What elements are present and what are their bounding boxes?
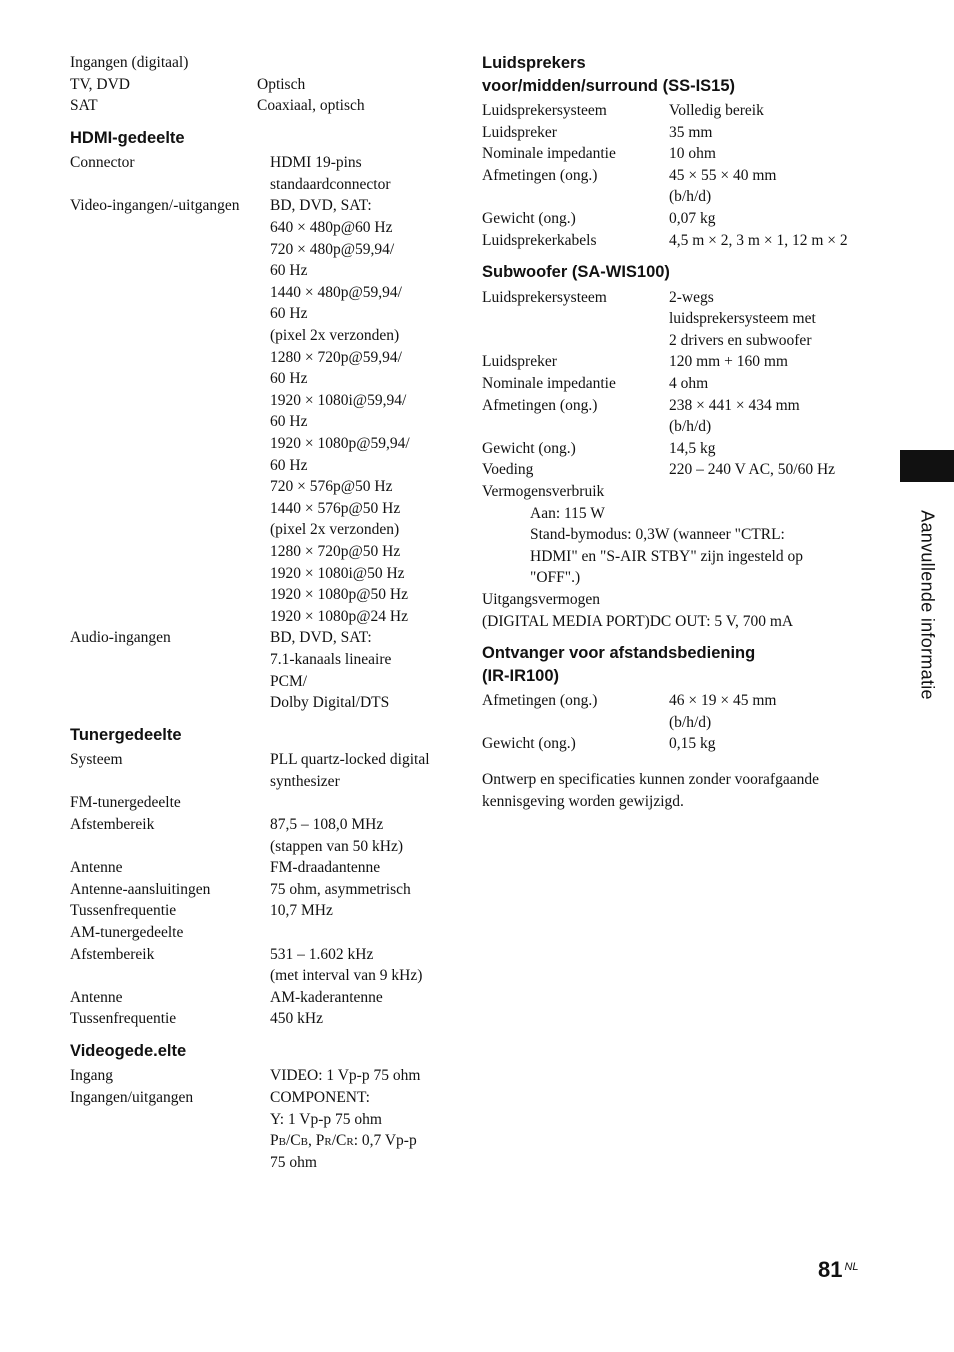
spec-label: Audio-ingangen [70,629,171,647]
spec-value: 1280 × 720p@50 Hz [270,542,401,560]
spec-row [70,455,450,477]
spec-value: 1440 × 480p@59,94/ [270,283,402,301]
spec-row [70,95,450,117]
spec-value: (pixel 2x verzonden) [270,521,400,539]
digital-inputs-block [70,52,450,117]
spec-value: Coaxiaal, optisch [257,97,365,115]
spec-value: HDMI 19-pins [270,154,362,172]
text-line: "OFF".) [530,569,581,587]
spec-value: BD, DVD, SAT: [270,629,372,647]
spec-label: Afstembereik [70,816,155,833]
spec-row [70,260,450,282]
spec-row [482,733,872,755]
spec-value: (met interval van 9 kHz) [270,967,423,985]
section-tab-label: Aanvullende informatie [917,510,938,700]
spec-value: (b/h/d) [669,713,712,731]
speakers-heading [482,52,872,97]
spec-value: Optisch [257,75,306,93]
spec-row [70,74,450,96]
spec-value: 60 Hz [270,456,308,474]
spec-row [70,749,450,771]
spec-row [70,879,450,901]
spec-value: 0,07 kg [669,209,716,227]
spec-value: 7.1-kanaals lineaire [270,650,392,668]
spec-value: 1920 × 1080p@50 Hz [270,586,408,604]
spec-label: Luidspreker [482,353,557,371]
spec-label: Afmetingen (ong.) [482,396,598,414]
spec-value: 10 ohm [669,145,716,163]
spec-label: Ingang [70,1067,114,1085]
spec-value: 640 × 480p@60 Hz [270,219,393,237]
spec-row [70,217,450,239]
spec-value: Y: 1 Vp-p 75 ohm [270,1110,382,1128]
spec-row [70,692,450,714]
speakers-heading-line-2: voor/midden/surround (SS-IS15) [482,76,736,95]
spec-label: Nominale impedantie [482,145,616,163]
spec-value: 2 drivers en subwoofer [669,331,812,349]
spec-row [70,627,450,649]
text-line: Uitgangsvermogen [482,590,600,608]
spec-row [70,771,450,793]
spec-value: 4 ohm [669,375,709,393]
spec-value: 220 – 240 V AC, 50/60 Hz [669,461,836,479]
spec-label: Gewicht (ong.) [482,735,576,753]
spec-label: Connector [70,154,135,172]
spec-row [70,1109,450,1131]
spec-value: Dolby Digital/DTS [270,694,390,712]
spec-label: Video-ingangen/-uitgangen [70,197,240,215]
spec-value: Volledig bereik [669,102,764,119]
spec-row [482,287,872,309]
spec-row [70,563,450,585]
spec-value: FM-draadantenne [270,859,381,877]
spec-value: PB/CB, PR/CR: 0,7 Vp-p [270,1132,417,1150]
text-line: (DIGITAL MEDIA PORT)DC OUT: 5 V, 700 mA [482,612,794,630]
right-column [482,52,872,813]
spec-value: 60 Hz [270,413,308,431]
spec-row [482,690,872,712]
spec-row [70,1065,450,1087]
spec-value: AM-kaderantenne [270,988,383,1006]
spec-value: (stappen van 50 kHz) [270,837,403,855]
spec-row [70,239,450,261]
page-language-suffix: NL [844,1261,859,1273]
spec-label: Voeding [482,461,534,479]
spec-label: Nominale impedantie [482,375,616,393]
spec-row [70,965,450,987]
spec-value: standaardconnector [270,175,391,193]
spec-label: Luidsprekerkabels [482,231,597,249]
spec-row [482,143,872,165]
spec-label: Afmetingen (ong.) [482,692,598,710]
tuner-spec-list [70,749,450,1030]
spec-value: (pixel 2x verzonden) [270,327,400,345]
spec-value: 60 Hz [270,305,308,323]
video-heading: Videogede.elte [70,1041,187,1060]
spec-label: Luidsprekersysteem [482,102,607,119]
spec-value: 2-wegs [669,288,714,306]
page-number [818,1257,859,1283]
spec-value: 75 ohm, asymmetrisch [270,880,411,898]
spec-value: 60 Hz [270,262,308,280]
spec-row [70,368,450,390]
spec-value: BD, DVD, SAT: [270,197,372,215]
spec-value: 720 × 576p@50 Hz [270,478,393,496]
spec-value: VIDEO: 1 Vp-p 75 ohm [270,1067,421,1085]
spec-value: 1920 × 1080p@24 Hz [270,607,408,625]
spec-value: 0,15 kg [669,735,716,753]
spec-value: 14,5 kg [669,439,716,457]
spec-label: Ingangen/uitgangen [70,1089,194,1107]
spec-row [482,373,872,395]
text-line: Aan: 115 W [530,504,605,522]
subwoofer-heading: Subwoofer (SA-WIS100) [482,263,670,282]
spec-value: PCM/ [270,672,308,690]
spec-label: Tussenfrequentie [70,1010,177,1028]
spec-value: 450 kHz [270,1010,323,1028]
spec-row [70,1008,450,1030]
spec-row [70,52,450,74]
spec-row [482,712,872,734]
spec-value: 120 mm + 160 mm [669,353,788,371]
disclaimer-note: Ontwerp en specificaties kunnen zonder voorafgaande kennisgeving worden gewijzigd. [482,770,819,810]
spec-row [482,308,872,330]
spec-value: 45 × 55 × 40 mm [669,166,777,184]
spec-row [70,195,450,217]
spec-value: (b/h/d) [669,418,712,436]
speakers-heading-line-1: Luidsprekers [482,54,586,72]
spec-value: 1920 × 1080i@59,94/ [270,391,407,409]
spec-value: 4,5 m × 2, 3 m × 1, 12 m × 2 [669,231,848,249]
spec-label: Antenne-aansluitingen [70,880,211,898]
spec-row [70,792,450,814]
tuner-heading: Tunergedeelte [70,725,182,744]
spec-row [70,303,450,325]
spec-row [482,459,872,481]
spec-row [70,814,450,836]
spec-label: Gewicht (ong.) [482,209,576,227]
video-spec-list [70,1065,450,1130]
spec-label: Tussenfrequentie [70,902,177,920]
spec-row [70,900,450,922]
speakers-spec-list [482,100,872,251]
power-consumption-details [482,503,872,589]
spec-label: TV, DVD [70,75,130,93]
spec-row [70,325,450,347]
spec-row [70,1152,450,1174]
spec-row [482,330,872,352]
text-line: Stand-bymodus: 0,3W (wanneer "CTRL: [530,526,785,544]
receiver-heading-line-2: (IR-IR100) [482,666,560,685]
spec-label: Afmetingen (ong.) [482,166,598,184]
spec-value: COMPONENT: [270,1089,370,1107]
spec-row [70,836,450,858]
spec-row [482,230,872,252]
spec-row [70,987,450,1009]
spec-row [70,606,450,628]
spec-value: 35 mm [669,123,713,141]
spec-row [482,122,872,144]
spec-row [482,165,872,187]
receiver-heading-line-1: Ontvanger voor afstandsbediening [482,644,756,663]
receiver-spec-list [482,690,872,755]
spec-row [70,1087,450,1109]
spec-row [482,481,872,503]
page-number-value: 81 [818,1257,843,1282]
spec-row [70,671,450,693]
spec-value: PLL quartz-locked digital [270,751,430,769]
spec-value: 10,7 MHz [270,902,333,920]
spec-row [482,438,872,460]
spec-value: 720 × 480p@59,94/ [270,240,395,258]
spec-label: Afstembereik [70,945,155,963]
output-power-details [482,589,872,632]
spec-label: Antenne [70,988,123,1006]
spec-row [70,649,450,671]
spec-row [70,584,450,606]
left-column [70,52,450,1173]
spec-label: SAT [70,97,98,115]
spec-label: Luidsprekersysteem [482,288,607,306]
spec-label: Vermogensverbruik [482,483,605,500]
spec-value: synthesizer [270,772,340,790]
component-pbpr-line [70,1130,450,1152]
spec-row [482,395,872,417]
spec-value: 60 Hz [270,370,308,388]
spec-value: 1920 × 1080p@59,94/ [270,435,410,452]
spec-row [70,433,450,455]
spec-row [70,476,450,498]
spec-row [70,944,450,966]
spec-row [482,351,872,373]
spec-row [70,498,450,520]
spec-label: Gewicht (ong.) [482,439,576,457]
spec-row [482,100,872,122]
spec-label: Systeem [70,751,123,769]
spec-value: 238 × 441 × 434 mm [669,396,800,414]
spec-row [70,282,450,304]
spec-row [70,519,450,541]
spec-row [482,416,872,438]
spec-row [70,541,450,563]
spec-value: 531 – 1.602 kHz [270,945,374,963]
hdmi-spec-list [70,152,450,713]
hdmi-heading: HDMI-gedeelte [70,128,185,147]
spec-label: Ingangen (digitaal) [70,54,189,71]
spec-row [482,208,872,230]
spec-label: Luidspreker [482,123,557,141]
spec-value: 46 × 19 × 45 mm [669,692,777,710]
spec-value: 75 ohm [270,1153,317,1171]
spec-row [70,411,450,433]
spec-row [482,186,872,208]
spec-row [70,347,450,369]
spec-value: (b/h/d) [669,188,712,206]
spec-value: 1920 × 1080i@50 Hz [270,564,405,582]
spec-value: 87,5 – 108,0 MHz [270,816,384,833]
spec-label: FM-tunergedeelte [70,794,181,812]
subwoofer-spec-list [482,287,872,503]
text-line: HDMI" en "S-AIR STBY" zijn ingesteld op [530,547,803,565]
spec-row [70,174,450,196]
spec-row [70,152,450,174]
spec-row [70,390,450,412]
section-tab-marker [900,450,954,482]
spec-value: 1280 × 720p@59,94/ [270,348,402,366]
receiver-heading [482,642,872,687]
spec-value: 1440 × 576p@50 Hz [270,499,401,517]
spec-row [70,857,450,879]
spec-label: AM-tunergedeelte [70,923,184,941]
spec-label: Antenne [70,859,123,877]
spec-row [70,922,450,944]
spec-value: luidsprekersysteem met [669,310,816,328]
